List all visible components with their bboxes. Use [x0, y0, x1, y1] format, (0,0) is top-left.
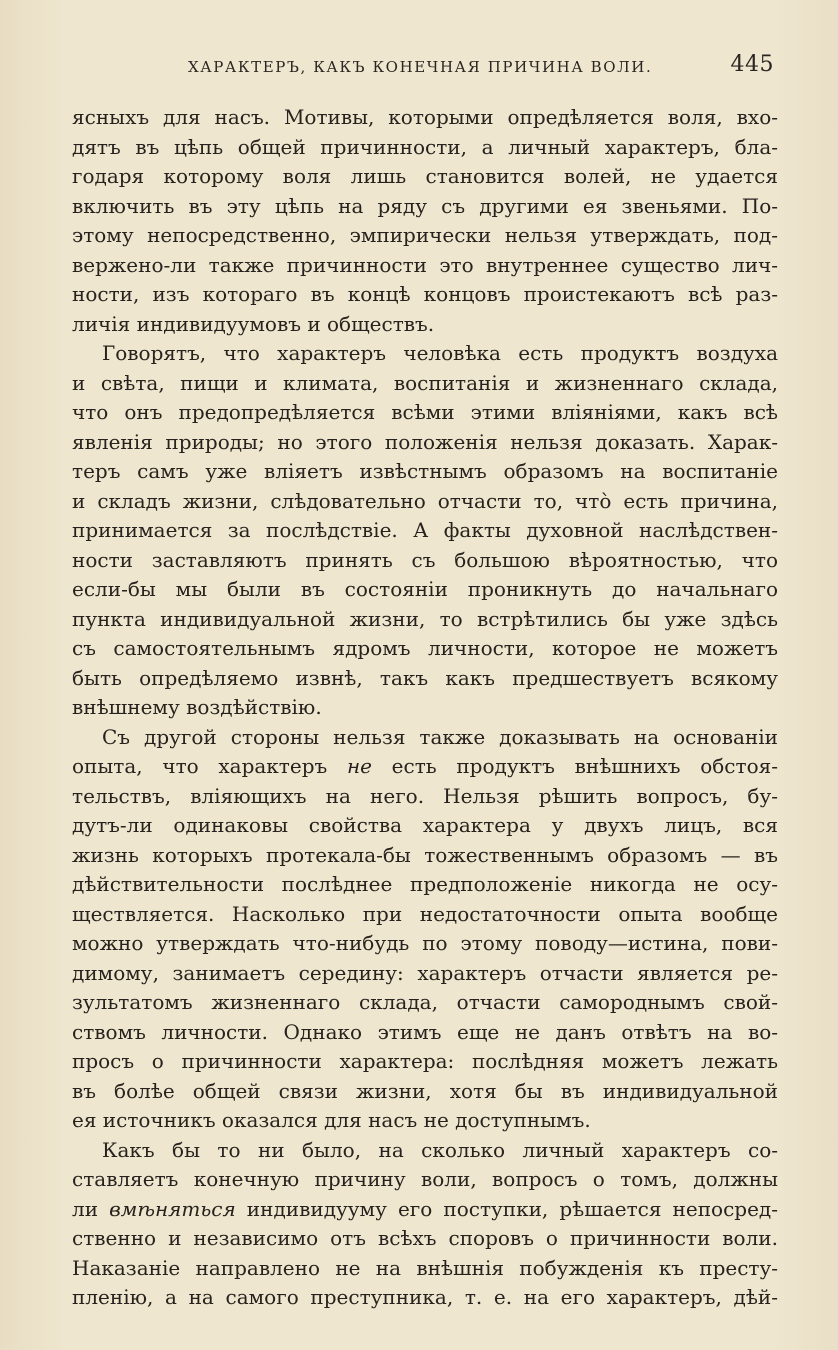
- text-line: съ самостоятельнымъ ядромъ личности, которое не можетъ: [72, 636, 778, 660]
- text-line: ея источникъ оказался для насъ не доступнымъ.: [72, 1108, 591, 1132]
- paragraph: [72, 103, 778, 339]
- text-line: ли вмѣняться индивидууму его поступки, рѣшается непосред-: [72, 1196, 778, 1221]
- text-line: включить въ эту цѣпь на ряду съ другими ея звеньями. По-: [72, 193, 778, 218]
- text-line: ставляетъ конечную причину воли, вопросъ о томъ, должны: [72, 1167, 778, 1191]
- text-line: можно утверждать что-нибудь по этому поводу—истина, пови-: [72, 931, 778, 955]
- text-line: дутъ-ли одинаковы свойства характера у двухъ лицъ, вся: [72, 813, 778, 837]
- text-line: пункта индивидуальной жизни, то встрѣтились бы уже здѣсь: [72, 606, 778, 631]
- text-line: быть опредѣляемо извнѣ, такъ какъ предшествуетъ всякому: [72, 665, 778, 690]
- text-line: годаря которому воля лишь становится волей, не удается: [72, 164, 778, 188]
- text-line: если-бы мы были въ состояніи проникнуть до начальнаго: [72, 577, 778, 601]
- text-line: внѣшнему воздѣйствію.: [72, 695, 322, 719]
- text-line: ществляется. Насколько при недостаточности опыта вообще: [72, 901, 778, 926]
- text-line: этому непосредственно, эмпирически нельзя утверждать, под-: [72, 223, 778, 247]
- paragraph: [72, 339, 778, 723]
- text-line: жизнь которыхъ протекала-бы тожественнымъ образомъ — въ: [72, 842, 778, 867]
- text-line: димому, занимаетъ середину: характеръ отчасти является ре-: [72, 960, 778, 985]
- text-line: зультатомъ жизненнаго склада, отчасти самороднымъ свой-: [72, 990, 778, 1014]
- text-line: пленію, а на самого преступника, т. е. на его характеръ, дѣй-: [72, 1285, 778, 1309]
- emphasized-word: не: [346, 754, 372, 778]
- text-line: личія индивидуумовъ и обществъ.: [72, 311, 435, 336]
- running-title: ХАРАКТЕРЪ, КАКЪ КОНЕЧНАЯ ПРИЧИНА ВОЛИ.: [188, 58, 653, 76]
- text-line: Съ другой стороны нельзя также доказывать на основаніи: [102, 724, 778, 749]
- text-line: и свѣта, пищи и климата, воспитанія и жизненнаго склада,: [72, 370, 778, 395]
- text-line: вержено-ли также причинности это внутреннее существо лич-: [72, 252, 778, 277]
- text-line: теръ самъ уже вліяетъ извѣстнымъ образомъ на воспитаніе: [72, 459, 778, 483]
- paragraph: [72, 1136, 778, 1313]
- text-line: дятъ въ цѣпь общей причинности, а личный характеръ, бла-: [72, 134, 778, 159]
- text-line: ственно и независимо отъ всѣхъ споровъ о причинности воли.: [72, 1226, 778, 1250]
- text-line: Говорятъ, что характеръ человѣка есть продуктъ воздуха: [102, 341, 778, 365]
- text-line: ности, изъ котораго въ концѣ концовъ проистекаютъ всѣ раз-: [72, 282, 778, 306]
- page-number: 445: [730, 52, 774, 77]
- running-header: [70, 52, 776, 80]
- text-line: ности заставляютъ принять съ большою вѣроятностью, что: [72, 547, 778, 572]
- emphasized-word: вмѣняться: [109, 1196, 236, 1221]
- text-line: ствомъ личности. Однако этимъ еще не данъ отвѣтъ на во-: [72, 1019, 778, 1044]
- text-line: что онъ предопредѣляется всѣми этими вліяніями, какъ всѣ: [72, 400, 778, 424]
- text-line: принимается за послѣдствіе. А факты духовной наслѣдствен-: [72, 518, 778, 542]
- text-line: просъ о причинности характера: послѣдняя можетъ лежать: [72, 1049, 778, 1073]
- text-line: Какъ бы то ни было, на сколько личный характеръ со-: [102, 1137, 778, 1162]
- text-line: дѣйствительности послѣднее предположеніе никогда не осу-: [72, 872, 778, 896]
- text-line: и складъ жизни, слѣдовательно отчасти то, что̀ есть причина,: [72, 488, 778, 513]
- paragraph: [72, 723, 778, 1136]
- text-line: Наказаніе направлено не на внѣшнія побужденія къ престу-: [72, 1255, 778, 1280]
- text-line: опыта, что характеръ не есть продуктъ внѣшнихъ обстоя-: [72, 754, 778, 778]
- text-line: ясныхъ для насъ. Мотивы, которыми опредѣляется воля, вхо-: [72, 105, 778, 129]
- body-text: [72, 103, 778, 1313]
- text-line: тельствъ, вліяющихъ на него. Нельзя рѣшить вопросъ, бу-: [72, 783, 778, 808]
- text-line: въ болѣе общей связи жизни, хотя бы въ индивидуальной: [72, 1078, 778, 1103]
- text-line: явленія природы; но этого положенія нельзя доказать. Харак-: [72, 429, 778, 454]
